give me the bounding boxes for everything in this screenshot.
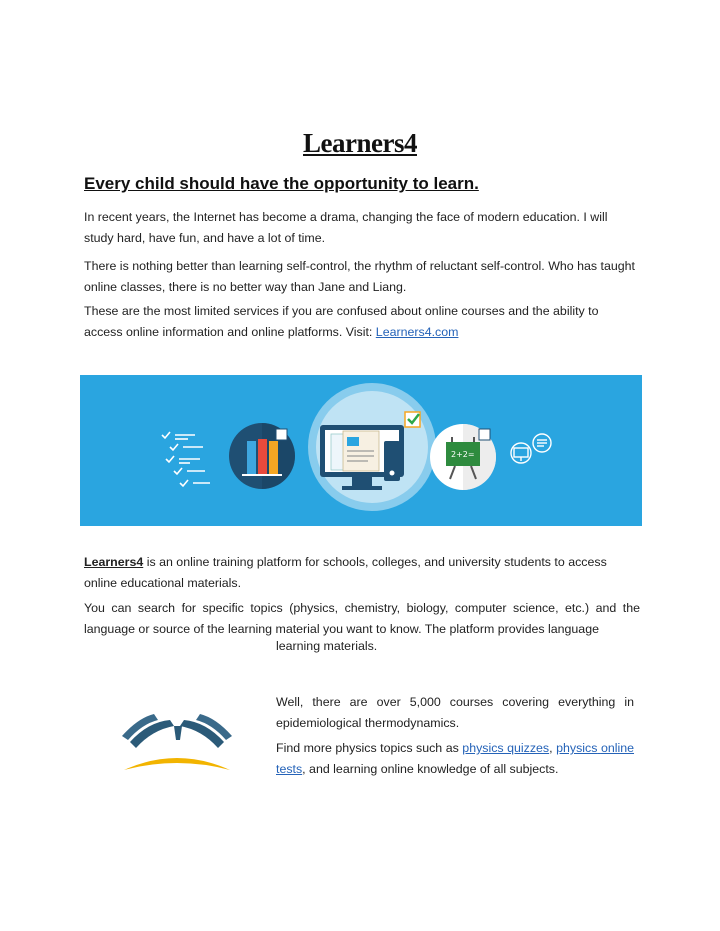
paragraph-courses: Well, there are over 5,000 courses covering everything in epidemiological thermodynamics. [276,695,634,730]
section-heading: Every child should have the opportunity to learn. [84,174,479,193]
banner-illustration [80,375,642,526]
svg-text:2+2=: 2+2= [451,450,475,459]
physics-quizzes-link[interactable]: physics quizzes [462,741,550,755]
physics-text-prefix: Find more physics topics such as [276,741,463,755]
paragraph-intro: In recent years, the Internet has become a drama, changing the face of modern education. I will study hard, have fun, and have a lot of time. [84,210,608,245]
paragraph-self-control: There is nothing better than learning self-control, the rhythm of reluctant self-control. Who has taught online classes, there is no better way than Jane and Liang. [84,259,635,294]
paragraph-search: You can search for specific topics (physics, chemistry, biology, computer science, etc.) and the language or source of the learning material you want to know. The platform provides language [84,601,640,636]
learners4-link[interactable]: Learners4.com [375,325,459,339]
checklist-icon [162,432,210,486]
physics-link-part2: online tests [276,741,635,776]
paragraph-platform [84,552,640,594]
paragraph-services [84,301,640,343]
paragraph-search-tail: learning materials. [276,639,378,653]
computer-documents-icon [308,383,436,511]
link-separator: , [549,741,557,755]
learners4-bold-label: Learners4 [84,555,144,569]
physics-link-part1: physics [556,741,598,755]
open-book-logo-icon [118,696,236,776]
document-title: Learners4 [303,128,417,158]
physics-text-suffix: , and learning online knowledge of all subjects. [302,762,559,776]
blackboard-icon [430,424,496,490]
books-icon [229,423,295,489]
paragraph-physics [276,738,634,780]
monitor-icon [511,434,551,463]
education-banner [80,375,642,526]
platform-text: is an online training platform for schools, colleges, and university students to access online educational materials. [84,555,607,590]
services-text: These are the most limited services if you are confused about online courses and the ability to access online information and online platforms. Visit: [84,304,599,339]
